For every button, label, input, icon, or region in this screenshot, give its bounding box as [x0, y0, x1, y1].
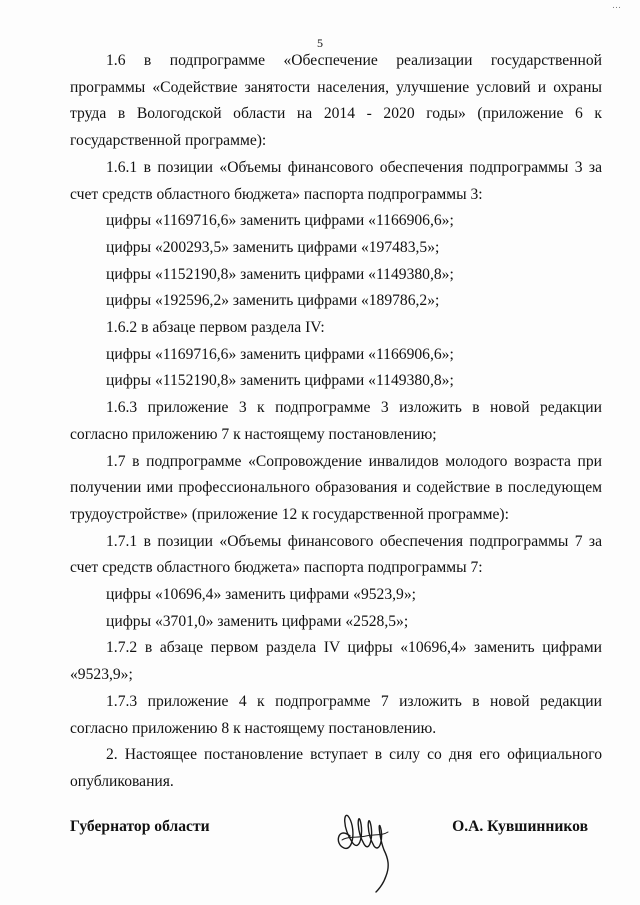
amendment-line: цифры «200293,5» заменить цифрами «197483,5»; [106, 238, 440, 256]
paragraph-1-6-1: 1.6.1 в позиции «Объемы финансового обеспечения подпрограммы 3 за счет средств областного бюджета» паспорта подпрограммы 3: [70, 158, 602, 203]
document-body [70, 48, 602, 796]
signatory-name: О.А. Кувшинников [452, 818, 588, 835]
paragraph-1-6-2: 1.6.2 в абзаце первом раздела IV: [106, 319, 325, 337]
page-number: 5 [317, 36, 323, 50]
amendment-line: цифры «1169716,6» заменить цифрами «1166906,6»; [106, 345, 454, 363]
paragraph-1-6: 1.6 в подпрограмме «Обеспечение реализации государственной программы «Содействие занятости населения, улучшение условий и охраны труда в Вологодской области на 2014 - 2020 годы» (приложение 6 к государственной программе): [70, 52, 602, 150]
corner-mark: … [612, 0, 622, 10]
handwritten-signature [330, 796, 410, 896]
paragraph-1-7-3: 1.7.3 приложение 4 к подпрограмме 7 изложить в новой редакции согласно приложению 8 к настоящему постановлению. [70, 692, 602, 737]
amendment-line: цифры «1169716,6» заменить цифрами «1166906,6»; [106, 212, 454, 230]
amendment-line: цифры «10696,4» заменить цифрами «9523,9»; [106, 586, 416, 604]
amendment-line: цифры «1152190,8» заменить цифрами «1149380,8»; [106, 265, 454, 283]
paragraph-1-7: 1.7 в подпрограмме «Сопровождение инвалидов молодого возраста при получении ими профессионального образования и содействие в последующем трудоустройстве» (приложение 12 к государственной программе): [70, 452, 602, 523]
paragraph-1-7-1: 1.7.1 в позиции «Объемы финансового обеспечения подпрограммы 7 за счет средств областного бюджета» паспорта подпрограммы 7: [70, 532, 602, 577]
paragraph-2: 2. Настоящее постановление вступает в силу со дня его официального опубликования. [70, 746, 602, 790]
amendment-line: цифры «192596,2» заменить цифрами «189786,2»; [106, 292, 440, 310]
paragraph-1-6-3: 1.6.3 приложение 3 к подпрограмме 3 изложить в новой редакции согласно приложению 7 к настоящему постановлению; [70, 399, 602, 443]
paragraph-1-7-2: 1.7.2 в абзаце первом раздела IV цифры «10696,4» заменить цифрами «9523,9»; [70, 639, 602, 684]
amendment-line: цифры «3701,0» заменить цифрами «2528,5»; [106, 612, 409, 630]
amendment-line: цифры «1152190,8» заменить цифрами «1149380,8»; [106, 372, 454, 390]
signatory-title: Губернатор области [70, 818, 210, 835]
